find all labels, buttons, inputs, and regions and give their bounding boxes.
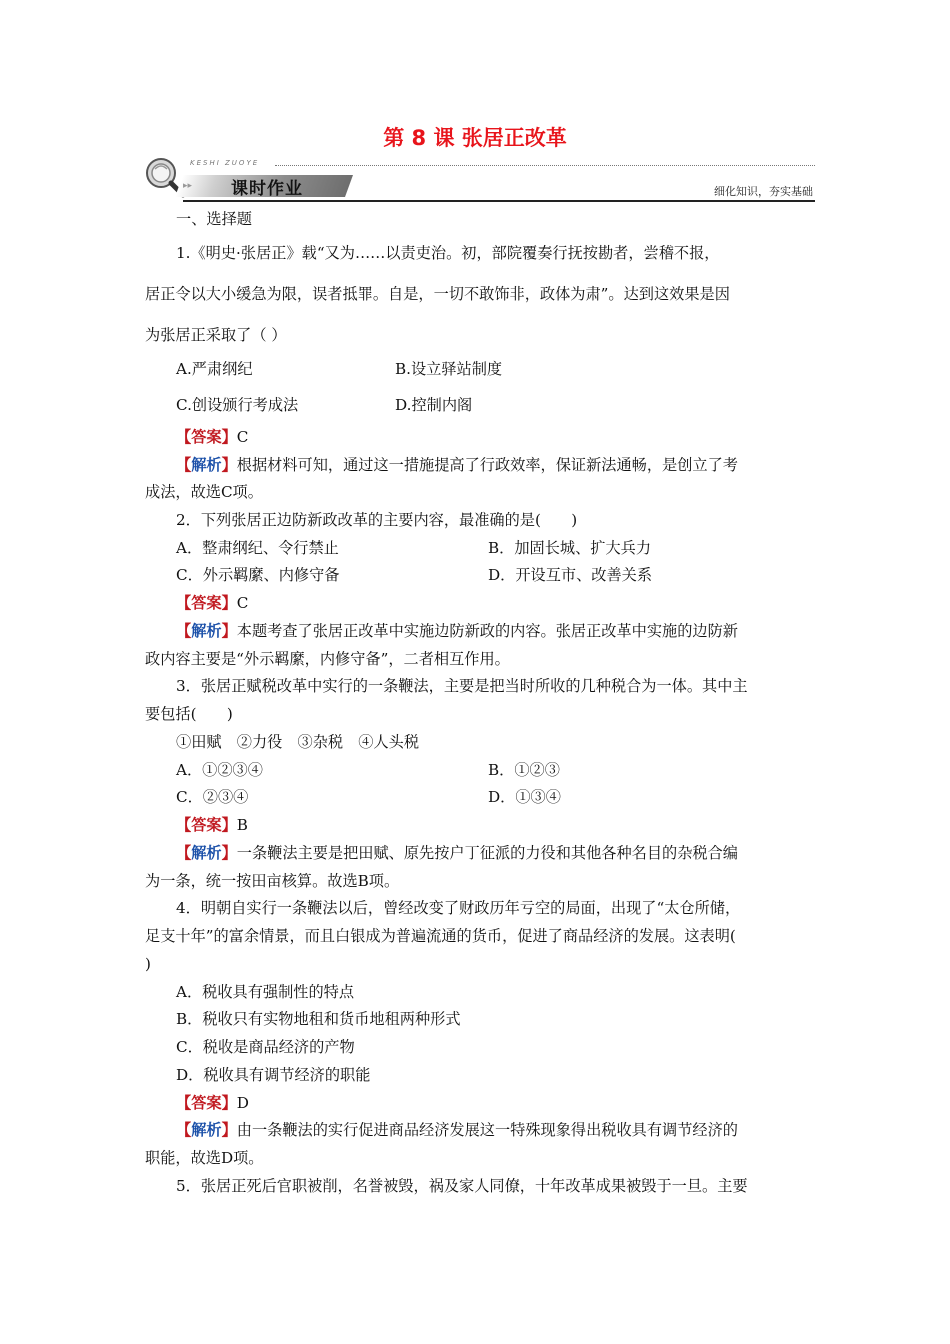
banner-label: 课时作业 <box>231 179 303 199</box>
banner-rule <box>183 200 815 202</box>
q1-answer: 【答案】C <box>176 428 249 446</box>
q3-answer: 【答案】B <box>176 816 248 834</box>
q2-answer: 【答案】C <box>176 594 249 612</box>
q1-analysis-line-1: 【解析】根据材料可知，通过这一措施提高了行政效率，保证新法通畅，是创立了考 <box>176 456 738 474</box>
q1-option-a: A.严肃纲纪 <box>176 360 253 378</box>
q1-option-b: B.设立驿站制度 <box>395 360 503 378</box>
q1-option-d: D.控制内阁 <box>395 396 473 414</box>
q1-option-c: C.创设颁行考成法 <box>176 396 299 414</box>
q4-stem-line-3: ) <box>145 955 151 973</box>
q3-stem-line-2: 要包括( ) <box>145 705 233 723</box>
q1-stem-line-2: 居正令以大小缓急为限，误者抵罪。自是，一切不敢饰非，政体为肃”。达到这效果是因 <box>145 285 730 303</box>
q3-option-c: C．②③④ <box>176 788 249 806</box>
q2-stem: 2．下列张居正边防新政改革的主要内容，最准确的是( ) <box>176 511 578 529</box>
q2-analysis-line-1: 【解析】本题考查了张居正改革中实施边防新政的内容。张居正改革中实施的边防新 <box>176 622 738 640</box>
banner-english: KESHI ZUOYE <box>190 159 260 167</box>
q4-stem-line-2: 足支十年”的富余情景，而且白银成为普遍流通的货币，促进了商品经济的发展。这表明( <box>145 927 736 945</box>
q4-analysis-line-1: 【解析】由一条鞭法的实行促进商品经济发展这一特殊现象得出税收具有调节经济的 <box>176 1121 738 1139</box>
q4-option-a: A．税收具有强制性的特点 <box>176 983 355 1001</box>
q1-stem-line-1: 1.《明史·张居正》载“又为……以责吏治。初，部院覆奏行抚按勘者，尝稽不报， <box>176 244 720 262</box>
banner-arrows: ▸▸ <box>183 181 193 191</box>
q4-analysis-line-2: 职能，故选D项。 <box>145 1149 264 1167</box>
q3-option-b: B．①②③ <box>488 761 560 779</box>
q4-option-d: D．税收具有调节经济的职能 <box>176 1066 371 1084</box>
q3-option-d: D．①③④ <box>488 788 561 806</box>
section-banner <box>143 155 815 203</box>
q2-option-b: B．加固长城、扩大兵力 <box>488 539 652 557</box>
q1-stem-line-3: 为张居正采取了（ ） <box>145 326 287 344</box>
q4-answer: 【答案】D <box>176 1094 249 1112</box>
q1-analysis-line-2: 成法，故选C项。 <box>145 483 263 501</box>
banner-tagline: 细化知识，夯实基础 <box>714 185 813 198</box>
q3-stem-line-1: 3．张居正赋税改革中实行的一条鞭法，主要是把当时所收的几种税合为一体。其中主 <box>176 677 748 695</box>
q2-option-d: D．开设互市、改善关系 <box>488 566 653 584</box>
q2-option-c: C．外示羁縻、内修守备 <box>176 566 340 584</box>
q3-analysis-line-2: 为一条，统一按田亩核算。故选B项。 <box>145 872 400 890</box>
q3-option-a: A．①②③④ <box>176 761 263 779</box>
q2-analysis-line-2: 政内容主要是“外示羁縻，内修守备”，二者相互作用。 <box>145 650 510 668</box>
section-heading: 一、选择题 <box>176 210 252 228</box>
page-title: 第 8 课 张居正改革 <box>383 126 567 150</box>
q2-option-a: A．整肃纲纪、令行禁止 <box>176 539 339 557</box>
q4-stem-line-1: 4．明朝自实行一条鞭法以后，曾经改变了财政历年亏空的局面，出现了“太仓所储， <box>176 899 741 917</box>
q3-items: ①田赋 ②力役 ③杂税 ④人头税 <box>176 733 419 751</box>
q3-analysis-line-1: 【解析】一条鞭法主要是把田赋、原先按户丁征派的力役和其他各种名目的杂税合编 <box>176 844 738 862</box>
q5-stem-line-1: 5．张居正死后官职被削，名誉被毁，祸及家人同僚，十年改革成果被毁于一旦。主要 <box>176 1177 748 1195</box>
banner-dotted-rule <box>275 165 815 166</box>
q4-option-b: B．税收只有实物地租和货币地租两种形式 <box>176 1010 461 1028</box>
q4-option-c: C．税收是商品经济的产物 <box>176 1038 355 1056</box>
